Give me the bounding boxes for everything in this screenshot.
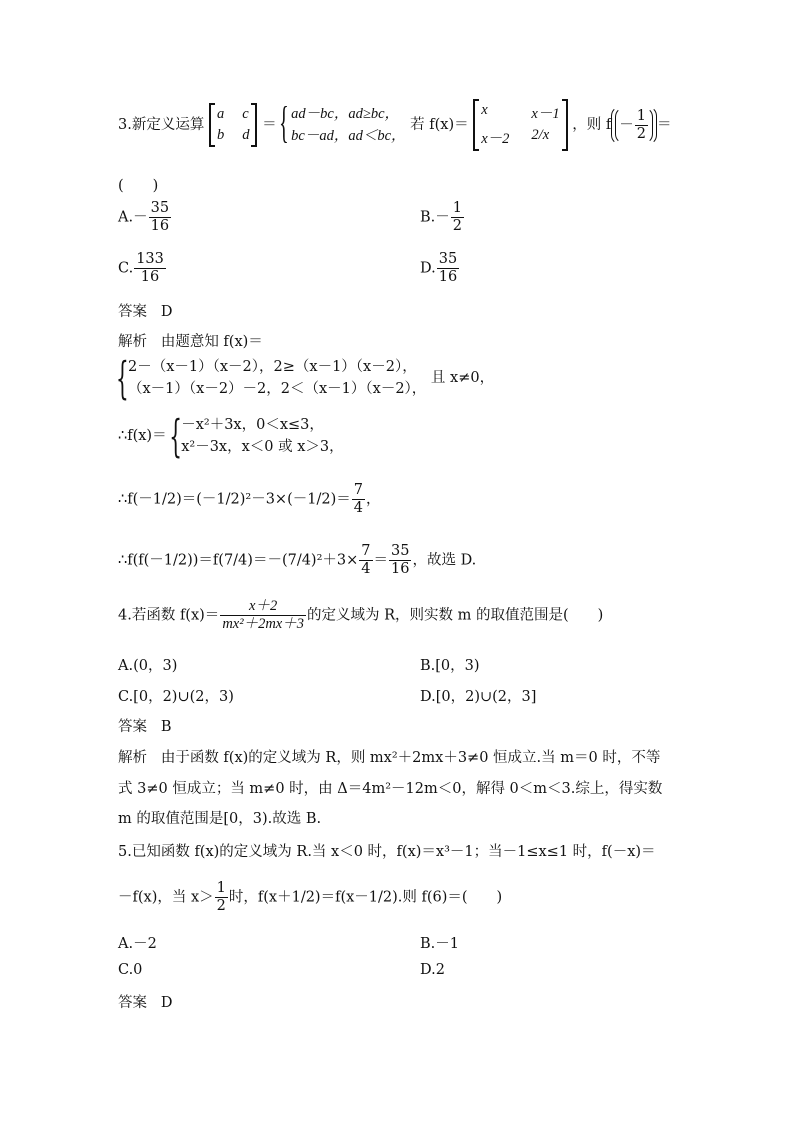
denominator: mx²＋2mx＋3 — [222, 616, 304, 632]
q3-tail-fraction — [635, 108, 648, 143]
q4-stem — [118, 598, 603, 633]
analysis-text: 由题意知 f(x)＝ — [160, 334, 263, 350]
minus-sign: － — [619, 117, 634, 133]
numerator: 35 — [438, 251, 458, 267]
q3-matrix-def — [209, 104, 258, 146]
option-fraction — [451, 200, 464, 235]
numerator: 7 — [353, 482, 363, 498]
q5-answer — [118, 991, 172, 1012]
q3-matrix-fx — [473, 100, 567, 150]
q5-option-b: B.－1 — [420, 936, 459, 952]
q4-analysis-line-3: m 的取值范围是[0，3).故选 B. — [118, 811, 322, 827]
option-label: A.－ — [118, 209, 148, 226]
piecewise-tail: 且 x≠0， — [430, 370, 495, 386]
matrix-cell: d — [242, 127, 250, 143]
answer-value: D — [160, 995, 173, 1011]
denominator: 2 — [452, 218, 462, 234]
q3-mid-text: 若 f(x)＝ — [410, 117, 469, 133]
q4-option-d: D.[0，2)∪(2，3] — [420, 689, 537, 705]
option-fraction — [134, 251, 166, 286]
equals-sign: ＝ — [262, 117, 277, 133]
q5-text: －f(x)，当 x＞ — [118, 889, 214, 906]
step-text: ∴f(f(－1/2))＝f(7/4)＝－(7/4)²＋3× — [118, 552, 359, 569]
matrix-cell: c — [242, 106, 249, 122]
q3-piecewise-2 — [118, 414, 344, 458]
q4-suffix: 的定义域为 R，则实数 m 的取值范围是( ) — [306, 607, 604, 624]
step-tail: ，故选 D. — [412, 552, 477, 569]
q4-analysis-line-2: 式 3≠0 恒成立；当 m≠0 时，由 Δ＝4m²－12m＜0，解得 0＜m＜3.综上，得实数 — [118, 781, 663, 797]
option-label: D. — [420, 260, 436, 277]
answer-label: 答案 — [118, 304, 147, 320]
piecewise-cases — [118, 356, 426, 400]
q4-prefix: 4.若函数 f(x)＝ — [118, 607, 220, 624]
numerator: 7 — [361, 543, 371, 559]
q3-blank: ( ) — [118, 178, 159, 194]
q3-outer-paren — [611, 106, 657, 145]
case-line: bc－ad，ad＜bc， — [291, 128, 406, 144]
case-line: （x－1）（x－2）－2，2＜（x－1）（x－2）， — [128, 381, 427, 397]
piecewise-cases — [171, 414, 343, 458]
denominator: 16 — [438, 269, 458, 285]
q3-prefix: 3.新定义运算 — [118, 117, 205, 133]
denominator: 16 — [150, 218, 170, 234]
q5-option-a: A.－2 — [118, 936, 157, 952]
matrix-cell: x — [481, 102, 488, 118]
q4-option-a: A.(0，3) — [118, 658, 178, 674]
q4-option-b: B.[0，3) — [420, 658, 480, 674]
answer-label: 答案 — [118, 719, 147, 735]
denominator: 4 — [353, 500, 363, 516]
step-fraction — [359, 543, 372, 578]
case-line: { ad－bc，ad≥bc， — [291, 106, 400, 122]
matrix-cell: 2/x — [531, 127, 550, 143]
answer-value: D — [160, 304, 173, 320]
matrix-cell: x－1 — [531, 106, 560, 122]
q4-option-c: C.[0，2)∪(2，3) — [118, 689, 234, 705]
numerator: 1 — [636, 107, 646, 124]
case-line: { 2－（x－1）（x－2），2≥（x－1）（x－2）， — [128, 359, 417, 375]
numerator: 133 — [136, 251, 164, 267]
step-fraction — [352, 482, 365, 517]
q3-tail-text: ，则 f — [572, 117, 612, 133]
q5-stem-line-2 — [118, 880, 502, 915]
denominator: 2 — [216, 898, 226, 914]
step-text: ∴f(－1/2)＝(－1/2)²－3×(－1/2)＝ — [118, 491, 351, 508]
q3-step-3: ∴f(－1/2)＝(－1/2)²－3×(－1/2)＝ $\frac{7}{4}$ ， — [118, 482, 381, 516]
q4-fraction — [220, 598, 306, 633]
denominator: 2 — [636, 125, 646, 142]
q5-option-c: C.0 — [118, 962, 143, 978]
denominator: 16 — [391, 561, 410, 577]
option-fraction — [437, 251, 459, 286]
numerator: 1 — [216, 880, 226, 896]
q3-analysis-intro — [118, 330, 263, 351]
analysis-label: 解析 — [118, 334, 147, 350]
numerator: 1 — [452, 200, 462, 216]
matrix-cell: a — [216, 106, 225, 122]
q3-step-4 — [118, 543, 476, 578]
q3-option-c — [118, 251, 167, 286]
case-line: x²－3x，x＜0 或 x＞3， — [181, 439, 344, 455]
answer-label: 答案 — [118, 995, 147, 1011]
option-label: B.－ — [420, 209, 450, 226]
q3-option-b — [420, 200, 465, 235]
analysis-text: 由于函数 f(x)的定义域为 R，则 mx²＋2mx＋3≠0 恒成立.当 m＝0 时，不等 — [160, 750, 661, 766]
q3-option-a — [118, 200, 172, 235]
q3-def-cases — [281, 103, 405, 147]
matrix-cell: b — [216, 127, 225, 143]
numerator: 35 — [391, 543, 410, 559]
q5-fraction — [215, 880, 228, 915]
numerator: 35 — [150, 200, 170, 216]
result-fraction — [389, 543, 411, 578]
q3-stem — [118, 100, 671, 150]
q3-inner-paren — [615, 107, 653, 144]
option-label: C. — [118, 260, 134, 277]
q5-stem-line-1: 5.已知函数 f(x)的定义域为 R.当 x＜0 时，f(x)＝x³－1；当－1≤x≤1 时，f(－x)＝ — [118, 844, 656, 860]
denominator: 4 — [361, 561, 371, 577]
q5-option-d: D.2 — [420, 962, 445, 978]
denominator: 16 — [140, 269, 160, 285]
q4-answer — [118, 715, 171, 736]
q4-analysis-line-1 — [118, 746, 660, 767]
q3-answer — [118, 300, 172, 321]
numerator: x＋2 — [220, 598, 306, 616]
equals-sign: ＝ — [656, 117, 672, 133]
q3-option-d — [420, 251, 460, 286]
piecewise-prefix: ∴f(x)＝ — [118, 428, 167, 444]
case-line: { －x²＋3x，0＜x≤3， — [181, 417, 324, 433]
answer-value: B — [160, 719, 172, 735]
analysis-label: 解析 — [118, 750, 147, 766]
q3-piecewise-1 — [118, 356, 494, 400]
option-fraction — [149, 200, 171, 235]
equals-sign: ＝ — [373, 552, 389, 569]
matrix-cell: x－2 — [481, 131, 510, 147]
q5-text: 时，f(x＋1/2)＝f(x－1/2).则 f(6)＝( ) — [228, 889, 503, 906]
